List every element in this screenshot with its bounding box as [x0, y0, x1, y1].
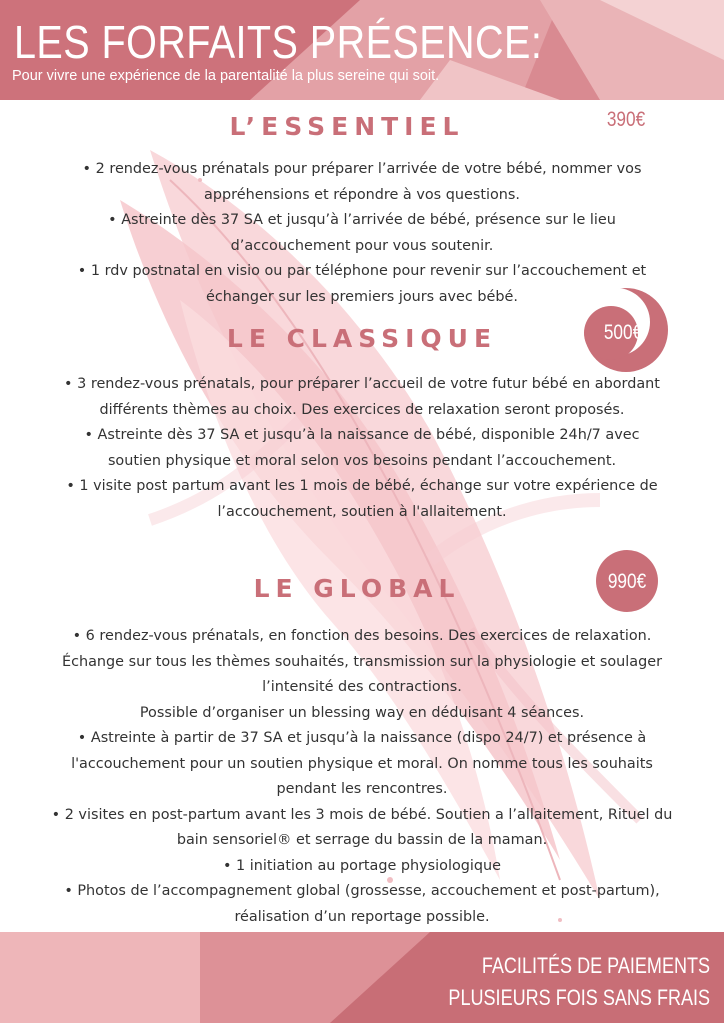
text-line: d’accouchement pour vous soutenir. [230, 237, 494, 254]
page-subtitle: Pour vivre une expérience de la parentalité la plus sereine qui soit. [12, 68, 440, 84]
package-price-essentiel: 390€ [606, 108, 646, 131]
package-price-global: 990€ [607, 570, 647, 593]
package-description-essentiel [10, 157, 714, 310]
package-price-classique: 500€ [603, 321, 643, 344]
text-line: l’intensité des contractions. [262, 679, 462, 695]
package-description-global [10, 624, 714, 930]
text-line: • Astreinte dès 37 SA et jusqu’à la naissance de bébé, disponible 24h/7 avec [84, 427, 640, 443]
text-line: échanger sur les premiers jours avec bébé. [206, 288, 518, 305]
text-line: Échange sur tous les thèmes souhaités, transmission sur la physiologie et soulager [61, 653, 662, 670]
package-title-classique: LE CLASSIQUE [226, 324, 498, 353]
text-line: réalisation d’un reportage possible. [234, 908, 490, 925]
text-line: • 2 visites en post-partum avant les 3 mois de bébé. Soutien a l’allaitement, Rituel du [51, 806, 673, 823]
payment-note-line1: FACILITÉS DE PAIEMENTS [481, 953, 710, 978]
package-title-global: LE GLOBAL [253, 574, 461, 603]
page-title: LES FORFAITS PRÉSENCE: [14, 16, 543, 68]
text-line: • 3 rendez-vous prénatals, pour préparer l’accueil de votre futur bébé en abordant [64, 376, 660, 392]
text-line: l’accouchement, soutien à l'allaitement. [217, 503, 507, 520]
payment-note [448, 950, 710, 1014]
package-title-essentiel: L’ESSENTIEL [229, 112, 465, 141]
text-line: • 1 initiation au portage physiologique [222, 857, 502, 874]
text-line: • 2 rendez-vous prénatals pour préparer l’arrivée de votre bébé, nommer vos [82, 161, 642, 177]
package-description-classique [10, 372, 714, 525]
text-line: l'accouchement pour un soutien physique et moral. On nomme tous les souhaits [71, 755, 653, 772]
text-line: • Astreinte à partir de 37 SA et jusqu’à la naissance (dispo 24/7) et présence à [77, 730, 647, 746]
text-line: Possible d’organiser un blessing way en déduisant 4 séances. [139, 704, 585, 721]
text-line: différents thèmes au choix. Des exercices de relaxation seront proposés. [99, 401, 625, 418]
text-line: • 6 rendez-vous prénatals, en fonction des besoins. Des exercices de relaxation. [72, 628, 652, 644]
text-line: • 1 rdv postnatal en visio ou par téléphone pour revenir sur l’accouchement et [77, 263, 647, 279]
text-line: • Photos de l’accompagnement global (grossesse, accouchement et post-partum), [64, 883, 660, 899]
payment-note-line2: PLUSIEURS FOIS SANS FRAIS [448, 985, 710, 1010]
text-line: • Astreinte dès 37 SA et jusqu’à l’arrivée de bébé, présence sur le lieu [108, 212, 616, 228]
text-line: • 1 visite post partum avant les 1 mois de bébé, échange sur votre expérience de [66, 478, 658, 494]
text-line: appréhensions et répondre à vos questions. [204, 186, 520, 203]
text-line: soutien physique et moral selon vos besoins pendant l’accouchement. [107, 452, 617, 469]
text-line: bain sensoriel® et serrage du bassin de la maman. [176, 832, 548, 848]
text-line: pendant les rencontres. [276, 781, 448, 797]
